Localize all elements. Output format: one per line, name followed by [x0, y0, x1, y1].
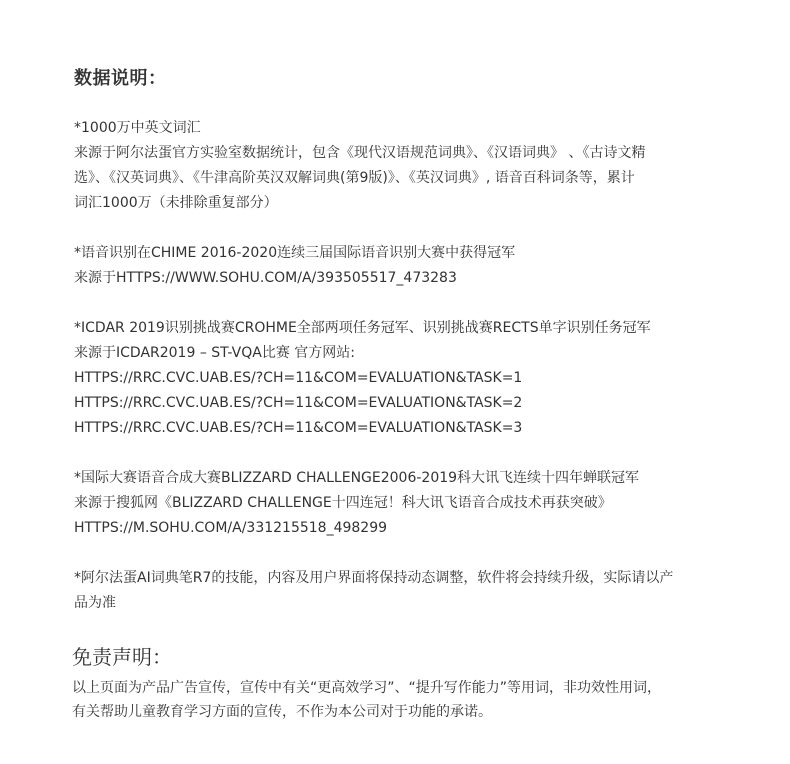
note-source-link: HTTPS://RRC.CVC.UAB.ES/?CH=11&COM=EVALUATION&TASK=1	[74, 370, 523, 386]
data-notes-list	[74, 116, 734, 641]
note-source-link: 来源于HTTPS://WWW.SOHU.COM/A/393505517_473283	[74, 270, 457, 286]
note-source-link: HTTPS://RRC.CVC.UAB.ES/?CH=11&COM=EVALUATION&TASK=3	[74, 420, 523, 436]
note-line: 品为准	[74, 595, 116, 611]
note-line: 来源于阿尔法蛋官方实验室数据统计，包含《现代汉语规范词典》、《汉语词典》 、《古诗文精	[74, 145, 646, 161]
disclaimer-line: 有关帮助儿童教育学习方面的宣传，不作为本公司对于功能的承诺。	[72, 704, 492, 720]
note-line: *国际大赛语音合成大赛BLIZZARD CHALLENGE2006-2019科大讯飞连续十四年蝉联冠军	[74, 470, 640, 486]
note-line: *阿尔法蛋AI词典笔R7的技能，内容及用户界面将保持动态调整，软件将会持续升级，实际请以产	[74, 570, 674, 586]
note-line: 来源于搜狐网《BLIZZARD CHALLENGE十四连冠！科大讯飞语音合成技术再获突破》	[74, 495, 612, 511]
note-product-disclaimer	[74, 566, 734, 616]
note-line: *语音识别在CHIME 2016-2020连续三届国际语音识别大赛中获得冠军	[74, 245, 516, 261]
note-source-link: HTTPS://M.SOHU.COM/A/331215518_498299	[74, 520, 388, 536]
note-line: 词汇1000万（未排除重复部分）	[74, 195, 278, 211]
note-source-link: HTTPS://RRC.CVC.UAB.ES/?CH=11&COM=EVALUATION&TASK=2	[74, 395, 523, 411]
note-line: *1000万中英文词汇	[74, 120, 201, 136]
note-speech-synthesis	[74, 466, 734, 541]
data-section-heading: 数据说明：	[74, 68, 167, 89]
note-line: 来源于ICDAR2019 – ST-VQA比赛 官方网站:	[74, 345, 355, 361]
note-icdar	[74, 316, 734, 441]
note-line: 选》、《汉英词典》、《牛津高阶英汉双解词典(第9版)》、《英汉词典》, 语音百科词条等，累计	[74, 170, 635, 186]
note-speech-recognition	[74, 241, 734, 291]
disclaimer-heading: 免责声明：	[72, 645, 172, 669]
disclaimer-line: 以上页面为产品广告宣传，宣传中有关“更高效学习”、“提升写作能力”等用词，非功效性用词，	[72, 680, 662, 696]
note-line: *ICDAR 2019识别挑战赛CROHME全部两项任务冠军、识别挑战赛RECTS单字识别任务冠军	[74, 320, 651, 336]
note-vocabulary	[74, 116, 734, 216]
disclaimer-body	[72, 676, 732, 724]
